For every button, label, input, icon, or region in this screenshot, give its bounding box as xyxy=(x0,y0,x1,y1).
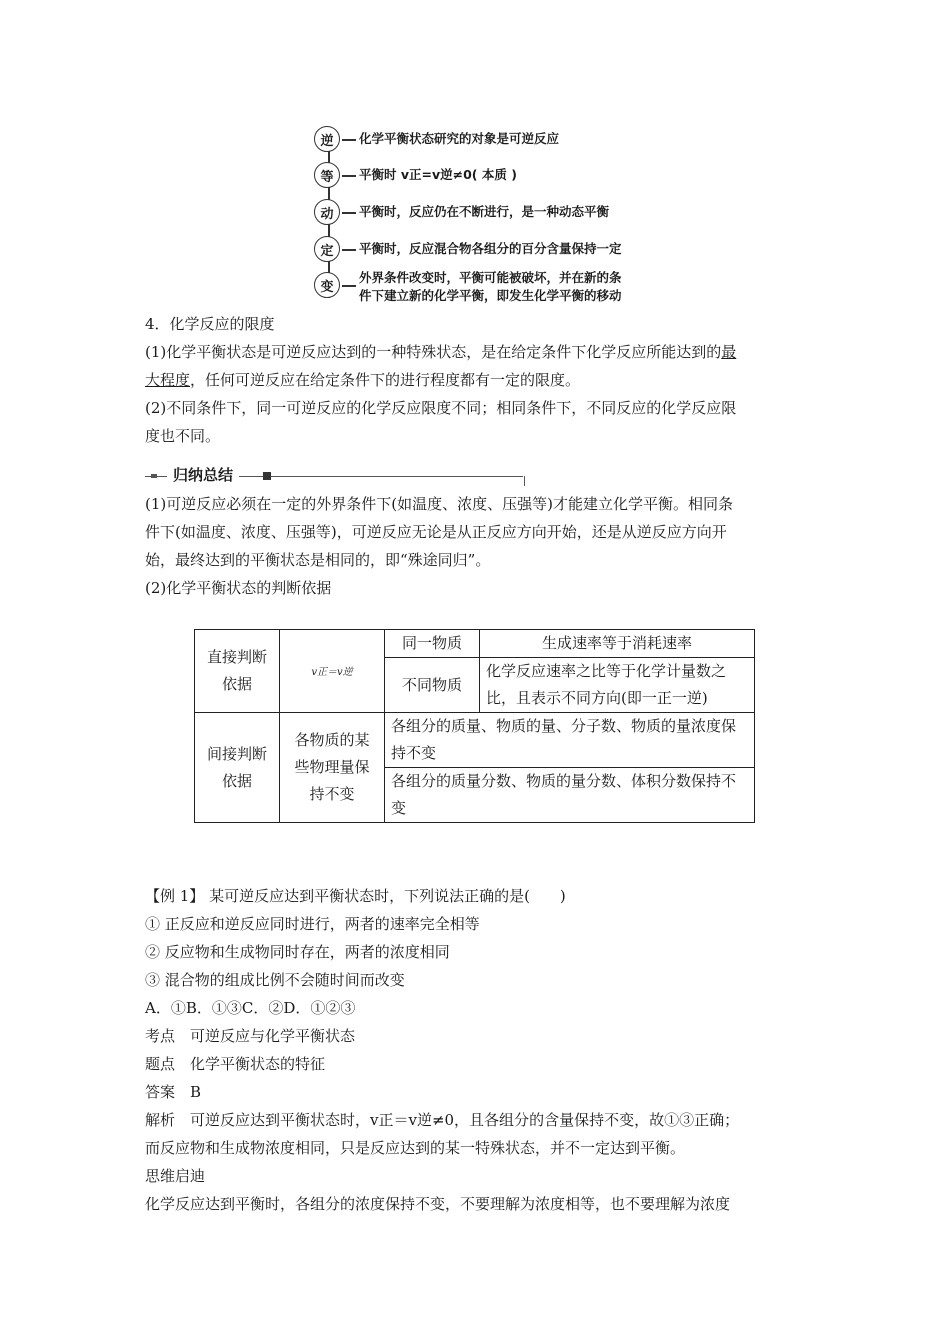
node-bian-text-1: 外界条件改变时，平衡可能被破坏，并在新的条 xyxy=(359,270,622,285)
example-option-1: ① 正反应和逆反应同时进行，两者的速率完全相等 xyxy=(145,915,480,933)
cell-direct xyxy=(195,630,280,713)
summary-label: 归纳总结 xyxy=(167,464,239,485)
example-kaodian: 考点 可逆反应与化学平衡状态 xyxy=(145,1027,356,1045)
cell-row4: 各组分的质量分数、物质的量分数、体积分数保持不变 xyxy=(385,768,755,823)
example-option-3: ③ 混合物的组成比例不会随时间而改变 xyxy=(145,971,405,989)
section-p1-line2 xyxy=(145,366,580,394)
section-heading: 4．化学反应的限度 xyxy=(145,315,275,333)
node-deng-line xyxy=(342,175,356,177)
node-ni: 逆 xyxy=(314,126,340,152)
p1-underline-2: 大程度 xyxy=(145,371,191,389)
node-deng: 等 xyxy=(314,162,340,188)
summary-p1-line1: (1)可逆反应必须在一定的外界条件下(如温度、浓度、压强等)才能建立化学平衡。相同条 xyxy=(145,495,733,513)
p1-text: (1)化学平衡状态是可逆反应达到的一种特殊状态，是在给定条件下化学反应所能达到的 xyxy=(145,343,722,361)
cell-phys xyxy=(280,713,385,823)
example-question: 【例 1】 某可逆反应达到平衡状态时，下列说法正确的是( ) xyxy=(145,887,566,905)
node-ding-line xyxy=(342,249,356,251)
cell-row3: 各组分的质量、物质的量、分子数、物质的量浓度保持不变 xyxy=(385,713,755,768)
node-ni-line xyxy=(342,139,356,141)
summary-deco-left xyxy=(151,474,157,478)
example-tidian: 题点 化学平衡状态的特征 xyxy=(145,1055,326,1073)
example-last: 化学反应达到平衡时，各组分的浓度保持不变，不要理解为浓度相等，也不要理解为浓度 xyxy=(145,1195,731,1213)
node-deng-text: 平衡时 v正=v逆≠0( 本质 ) xyxy=(359,167,517,182)
summary-p2: (2)化学平衡状态的判断依据 xyxy=(145,579,332,597)
node-bian: 变 xyxy=(314,272,340,298)
example-choices: A．①B．①③C．②D．①②③ xyxy=(145,999,356,1017)
cell-same: 同一物质 xyxy=(385,630,480,658)
summary-p1-line3: 始，最终达到的平衡状态是相同的，即“殊途同归”。 xyxy=(145,551,491,569)
cell-indirect-text: 间接判断依据 xyxy=(206,744,267,790)
example-jiexi-1: 解析 可逆反应达到平衡状态时，v正＝v逆≠0，且各组分的含量保持不变，故①③正确； xyxy=(145,1111,740,1129)
section-p2-line2: 度也不同。 xyxy=(145,427,221,445)
cell-diff: 不同物质 xyxy=(385,658,480,713)
summary-header xyxy=(145,464,525,486)
section-p1-line1 xyxy=(145,338,736,366)
node-ding: 定 xyxy=(314,236,340,262)
p1-underline-1: 最 xyxy=(721,343,737,361)
cell-v-formula xyxy=(280,630,385,713)
cell-diff-desc: 化学反应速率之比等于化学计量数之比，且表示不同方向(即一正一逆) xyxy=(480,658,755,713)
p1-text-2: ，任何可逆反应在给定条件下的进行程度都有一定的限度。 xyxy=(190,371,581,389)
cell-phys-text: 各物质的某些物理量保持不变 xyxy=(294,731,370,803)
node-dong-line xyxy=(342,212,356,214)
example-jiexi-2: 而反应物和生成物浓度相同，只是反应达到的某一特殊状态，并不一定达到平衡。 xyxy=(145,1139,686,1157)
summary-rule-end xyxy=(524,476,525,486)
node-dong-text: 平衡时，反应仍在不断进行，是一种动态平衡 xyxy=(359,204,610,219)
criteria-table xyxy=(194,629,755,823)
equilibrium-features-diagram xyxy=(314,126,654,306)
cell-indirect xyxy=(195,713,280,823)
summary-deco-square xyxy=(263,472,271,480)
node-bian-line xyxy=(342,285,356,287)
node-bian-text-2: 件下建立新的化学平衡，即发生化学平衡的移动 xyxy=(359,288,622,303)
example-siwei: 思维启迪 xyxy=(145,1167,206,1185)
node-ding-text: 平衡时，反应混合物各组分的百分含量保持一定 xyxy=(359,241,622,256)
example-option-2: ② 反应物和生成物同时存在，两者的浓度相同 xyxy=(145,943,450,961)
cell-direct-text: 直接判断依据 xyxy=(206,648,267,693)
cell-same-desc: 生成速率等于消耗速率 xyxy=(480,630,755,658)
example-answer: 答案 B xyxy=(145,1083,202,1101)
node-ni-text: 化学平衡状态研究的对象是可逆反应 xyxy=(359,131,560,146)
summary-p1-line2: 件下(如温度、浓度、压强等)，可逆反应无论是从正反应方向开始，还是从逆反应方向开 xyxy=(145,523,727,541)
node-dong: 动 xyxy=(314,199,340,225)
section-p2-line1: (2)不同条件下，同一可逆反应的化学反应限度不同；相同条件下，不同反应的化学反应限 xyxy=(145,399,737,417)
v-formula-text: v正＝v逆 xyxy=(311,666,353,678)
